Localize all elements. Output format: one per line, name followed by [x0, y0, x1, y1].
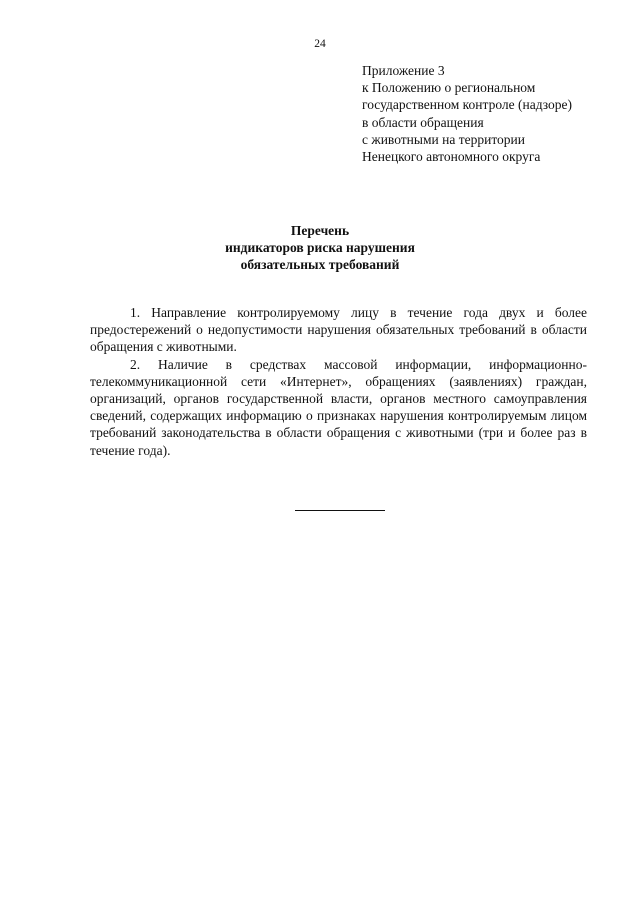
- page-number: 24: [314, 38, 326, 50]
- appendix-line: Приложение 3: [362, 63, 445, 78]
- appendix-header: [362, 62, 622, 165]
- appendix-line: государственном контроле (надзоре): [362, 97, 572, 113]
- appendix-line: Ненецкого автономного округа: [362, 149, 541, 165]
- title-line: Перечень: [290, 223, 350, 238]
- list-item-paragraph: 1. Направление контролируемому лицу в течение года двух и более предостережений о недопустимости нарушения обязательных требований в области обращения с животными.: [90, 305, 587, 355]
- list-item-paragraph: 2. Наличие в средствах массовой информации, информационно-телекоммуникационной сети «Интернет», обращениях (заявлениях) граждан, организаций, органов государственной власти, органов местного самоуправления сведений, содержащих информацию о признаках нарушения контролируемым лицом требований законодательства в области обращения с животными (три и более раз в течение года).: [90, 356, 587, 458]
- title-line: индикаторов риска нарушения: [225, 240, 415, 256]
- closing-divider: [295, 510, 385, 511]
- document-body: [90, 304, 587, 459]
- title-line: обязательных требований: [240, 257, 400, 273]
- appendix-line: в области обращения: [362, 114, 484, 130]
- appendix-line: к Положению о региональном: [362, 80, 536, 96]
- appendix-line: с животными на территории: [362, 131, 525, 147]
- document-title: [0, 222, 640, 274]
